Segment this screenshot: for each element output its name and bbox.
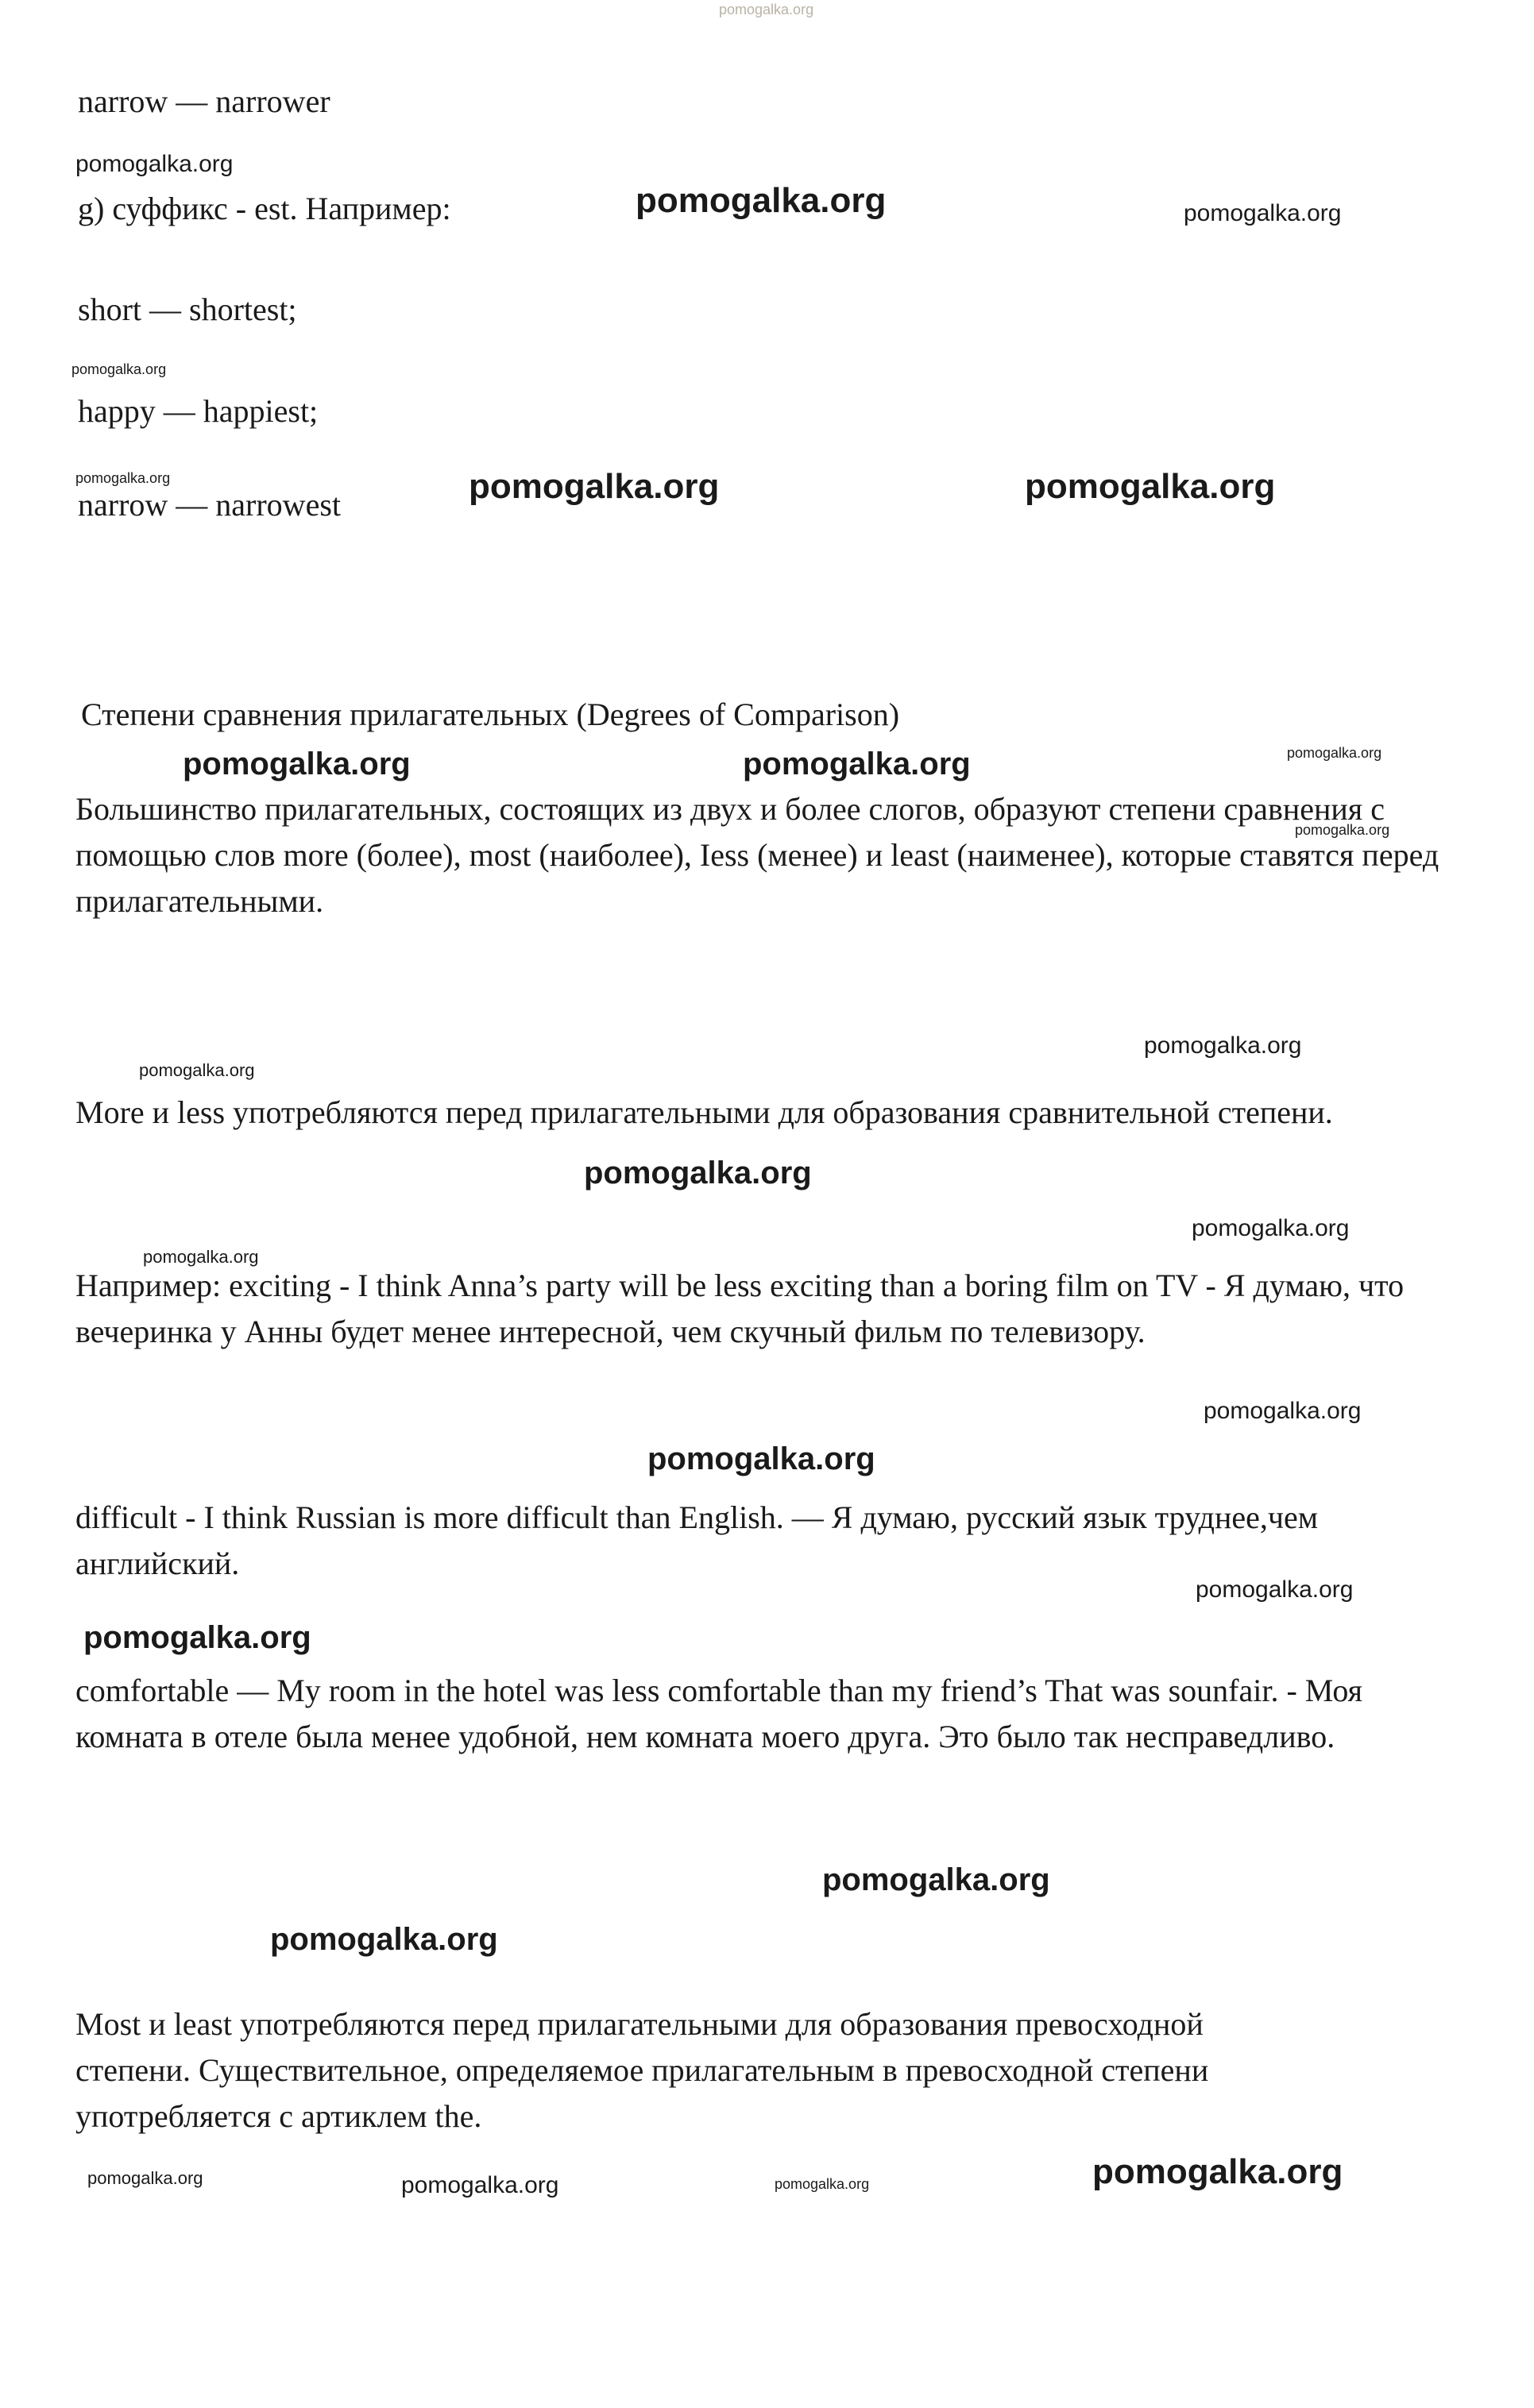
paragraph-majority-adjectives: Большинство прилагательных, состоящих из двух и более слогов, образуют степени сравнения с помощью слов more (более), most (наиболее), Iess (менее) и least (наименее), которые ставятся перед прилагательными.: [75, 791, 1439, 919]
paragraph-most-least-superlative: Most и least употребляются перед прилагательными для образования превосходной степени. Существительное, определяемое прилагательным в превосходной степени употребляется с артиклем the.: [75, 2006, 1209, 2134]
watermark: pomogalka.org: [822, 1862, 1050, 1897]
watermark: pomogalka.org: [1192, 1215, 1350, 1241]
watermark: pomogalka.org: [83, 1620, 311, 1655]
watermark: pomogalka.org: [183, 747, 411, 781]
watermark: pomogalka.org: [636, 181, 887, 220]
watermark: pomogalka.org: [1025, 467, 1276, 506]
watermark: pomogalka.org: [75, 151, 234, 177]
text-line-narrow-narrower: narrow — narrower: [78, 83, 330, 119]
watermark: pomogalka.org: [1144, 1032, 1302, 1059]
text-line-short-shortest: short — shortest;: [78, 291, 297, 327]
watermark: pomogalka.org: [469, 467, 720, 506]
watermark: pomogalka.org: [775, 2176, 870, 2192]
watermark: pomogalka.org: [1204, 1398, 1362, 1424]
watermark: pomogalka.org: [139, 1060, 255, 1080]
watermark: pomogalka.org: [71, 361, 167, 377]
heading-degrees-of-comparison: Степени сравнения прилагательных (Degrees of Comparison): [81, 697, 900, 732]
text-line-suffix-est: g) суффикс - est. Например:: [78, 191, 451, 226]
watermark: pomogalka.org: [270, 1922, 498, 1957]
watermark: pomogalka.org: [1295, 822, 1390, 838]
paragraph-example-difficult: difficult - I think Russian is more difficult than English. — Я думаю, русский язык труднее,чем английский.: [75, 1499, 1319, 1581]
watermark: pomogalka.org: [1287, 745, 1382, 761]
watermark: pomogalka.org: [743, 747, 971, 781]
watermark: pomogalka.org: [401, 2172, 559, 2198]
text-line-happy-happiest: happy — happiest;: [78, 393, 319, 429]
text-line-narrow-narrowest: narrow — narrowest: [78, 487, 341, 523]
watermark: pomogalka.org: [75, 470, 171, 486]
watermark: pomogalka.org: [87, 2168, 203, 2188]
watermark: pomogalka.org: [143, 1247, 259, 1267]
paragraph-more-less-comparative: More и less употребляются перед прилагательными для образования сравнительной степени.: [75, 1094, 1333, 1130]
watermark: pomogalka.org: [1092, 2152, 1343, 2191]
watermark: pomogalka.org: [584, 1156, 812, 1190]
paragraph-example-comfortable: comfortable — My room in the hotel was less comfortable than my friend’s That was sounfair. - Моя комната в отеле была менее удобной, нем комната моего друга. Это было так несправедливо.: [75, 1673, 1362, 1754]
watermark: pomogalka.org: [1196, 1576, 1354, 1603]
watermark: pomogalka.org: [647, 1441, 875, 1476]
paragraph-example-exciting: Например: exciting - I think Anna’s party will be less exciting than a boring film on TV - Я думаю, что вечеринка у Анны будет менее интересной, чем скучный фильм по телевизору.: [75, 1268, 1405, 1349]
watermark: pomogalka.org: [1184, 200, 1342, 226]
watermark: pomogalka.org: [719, 2, 814, 17]
